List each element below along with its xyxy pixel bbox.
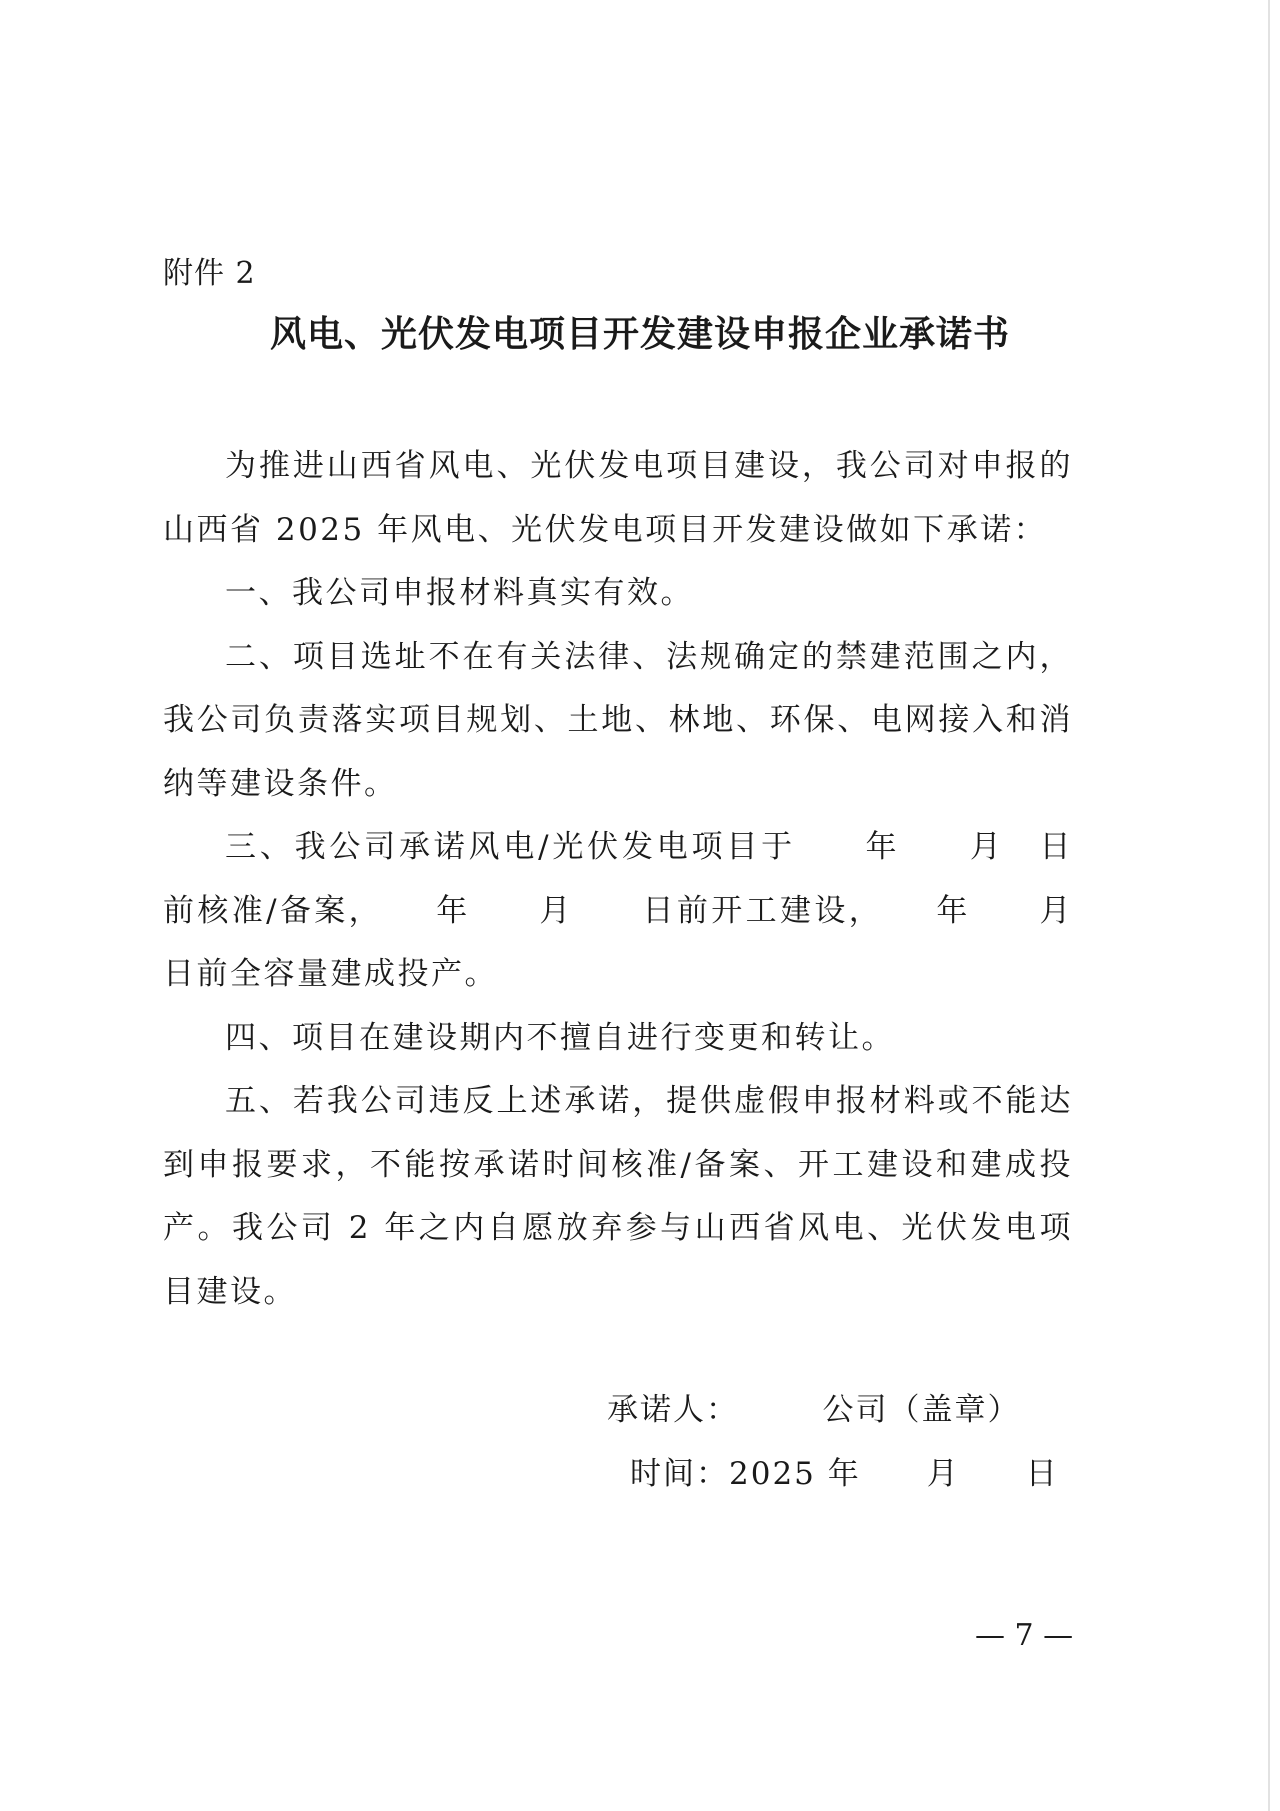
commitment-item-4: 四、项目在建设期内不擅自进行变更和转让。	[225, 1019, 895, 1056]
page-edge-line	[1268, 0, 1270, 1811]
intro-paragraph: 为推进山西省风电、光伏发电项目建设，我公司对申报的山西省 2025 年风电、光伏发电项目开发建设做如下承诺：	[163, 448, 1073, 548]
attachment-label: 附件 2	[163, 256, 256, 291]
signature-promisor-line: 承诺人： 公司（盖章）	[607, 1392, 1021, 1428]
page-number: — 7 —	[975, 1618, 1074, 1653]
commitment-item-5: 五、若我公司违反上述承诺，提供虚假申报材料或不能达到申报要求，不能按承诺时间核准/备案、开工建设和建成投产。我公司 2 年之内自愿放弃参与山西省风电、光伏发电项目建设。	[163, 1083, 1073, 1310]
commitment-item-2: 二、项目选址不在有关法律、法规确定的禁建范围之内，我公司负责落实项目规划、土地、林地、环保、电网接入和消纳等建设条件。	[163, 638, 1073, 802]
signature-date-line: 时间：2025 年 月 日	[630, 1456, 1059, 1492]
document-title: 风电、光伏发电项目开发建设申报企业承诺书	[269, 313, 1010, 355]
document-body	[163, 435, 1140, 1324]
commitment-item-3: 三、我公司承诺风电/光伏发电项目于 年 月 日前核准/备案， 年 月 日前开工建设， 年 月 日前全容量建成投产。	[163, 829, 1140, 992]
commitment-item-1: 一、我公司申报材料真实有效。	[225, 575, 694, 611]
